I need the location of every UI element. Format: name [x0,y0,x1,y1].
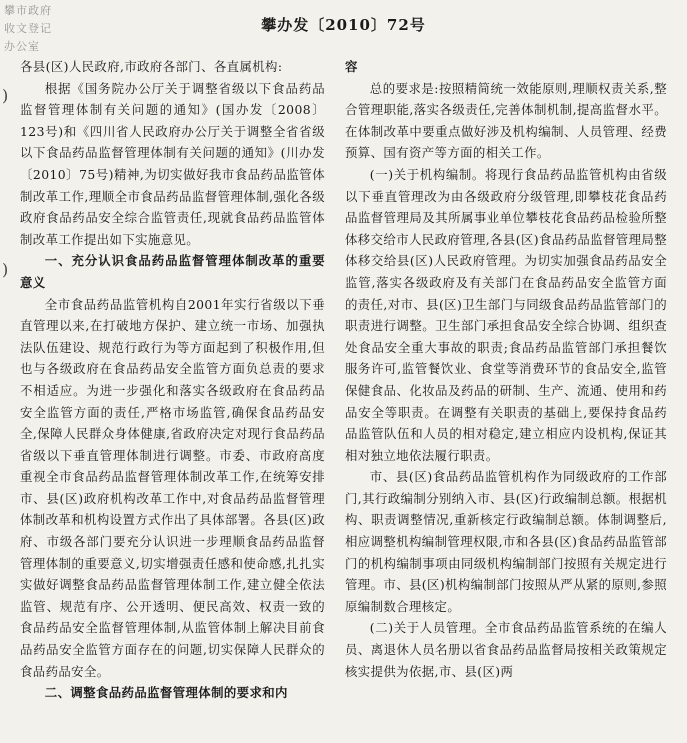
paragraph: 全市食品药品监管机构自2001年实行省级以下垂直管理以来,在打破地方保护、建立统一市场、加强执法队伍建设、规范行政行为等方面起到了积极作用,但也与各级政府在食品药品安全监管方面负总责的要求不相适应。为进一步强化和落实各级政府在食品药品安全监管方面的责任,严格市场监管,确保食品药品安全,保障人民群众身体健康,省政府决定对现行食品药品省级以下垂直管理体制进行调整。市委、市政府高度重视全市食品药品监督管理体制改革工作,在统筹安排市、县(区)政府机构改革工作中,对食品药品监督管理体制改革和机构设置方式作出了具体部署。各县(区)政府、市级各部门要充分认识进一步理顺食品药品监督管理体制的重要意义,切实增强责任感和使命感,扎扎实实做好调整食品药品监督管理体制工作,建立健全依法监管、规范有序、公开透明、便民高效、权责一致的食品药品安全监督管理体制,从监管体制上解决目前食品药品安全监管方面存在的问题,切实保障人民群众的食品药品安全。 [20,296,325,679]
paragraph: 市、县(区)食品药品监管机构作为同级政府的工作部门,其行政编制分别纳入市、县(区)行政编制总额。根据机构、职责调整情况,重新核定行政编制总额。体制调整后,相应调整机构编制管理权限,市和各县(区)食品药品监管部门的机构编制事项由同级机构编制部门按照有关规定进行管理。市、县(区)机构编制部门按照从严从紧的原则,参照原编制数合理核定。 [345,469,667,614]
paragraph: 总的要求是:按照精简统一效能原则,理顺权责关系,整合管理职能,落实各级责任,完善体制机制,提高监督水平。在体制改革中要重点做好涉及机构编制、人员管理、经费预算、国有资产等方面的相关工作。 [345,80,667,161]
paragraph: 根据《国务院办公厅关于调整省级以下食品药品监督管理体制有关问题的通知》(国办发〔2008〕123号)和《四川省人民政府办公厅关于调整全省省级以下食品药品监督管理体制有关问题的通知》(川办发〔2010〕75号)精神,为切实做好我市食品药品监管体制改革工作,理顺全市食品药品监督管理体制,强化各级政府食品药品安全综合监管责任,现就食品药品监管体制改革工作提出如下实施意见。 [20,80,325,247]
document-number: 攀办发〔2010〕72号 [261,16,426,34]
section-heading: 一、充分认识食品药品监督管理体制改革的重要意义 [20,253,325,290]
margin-mark: ) [2,260,9,279]
left-column [20,56,325,704]
paragraph: (一)关于机构编制。将现行食品药品监管机构由省级以下垂直管理改为由各级政府分级管理,即攀枝花食品药品监督管理局及其所属事业单位攀枝花食品药品检验所整体移交给市人民政府管理,各县(区)食品药品监督管理局整体移交给县(区)人民政府管理。为切实加强食品药品安全监管,落实各级政府及有关部门在食品药品安全监管方面的责任,对市、县(区)卫生部门与同级食品药品监管部门的职责进行调整。卫生部门承担食品安全综合协调、组织查处食品安全重大事故的职责;食品药品监管部门承担餐饮服务许可,监管餐饮业、食堂等消费环节的食品安全,监管保健食品、化妆品及药品的研制、生产、流通、使用和药品安全等职责。在调整有关职责的基础上,要保持食品药品监管队伍和人员的相对稳定,建立相应内设机构,保证其相对独立地依法履行职责。 [345,166,667,463]
section-heading: 二、调整食品药品监督管理体制的要求和内 [44,685,288,701]
paragraph: 各县(区)人民政府,市政府各部门、各直属机构: [20,59,283,74]
stamp-line: 办公室 [4,40,40,53]
stamp-line: 收文登记 [4,22,52,35]
section-heading: 容 [345,59,358,74]
right-column [345,56,667,682]
margin-mark: ) [2,86,9,105]
paragraph: (二)关于人员管理。全市食品药品监管系统的在编人员、离退休人员名册以省食品药品监督局按相关政策规定核实提供为依据,市、县(区)两 [345,620,667,679]
stamp-line: 攀市政府 [4,4,52,17]
